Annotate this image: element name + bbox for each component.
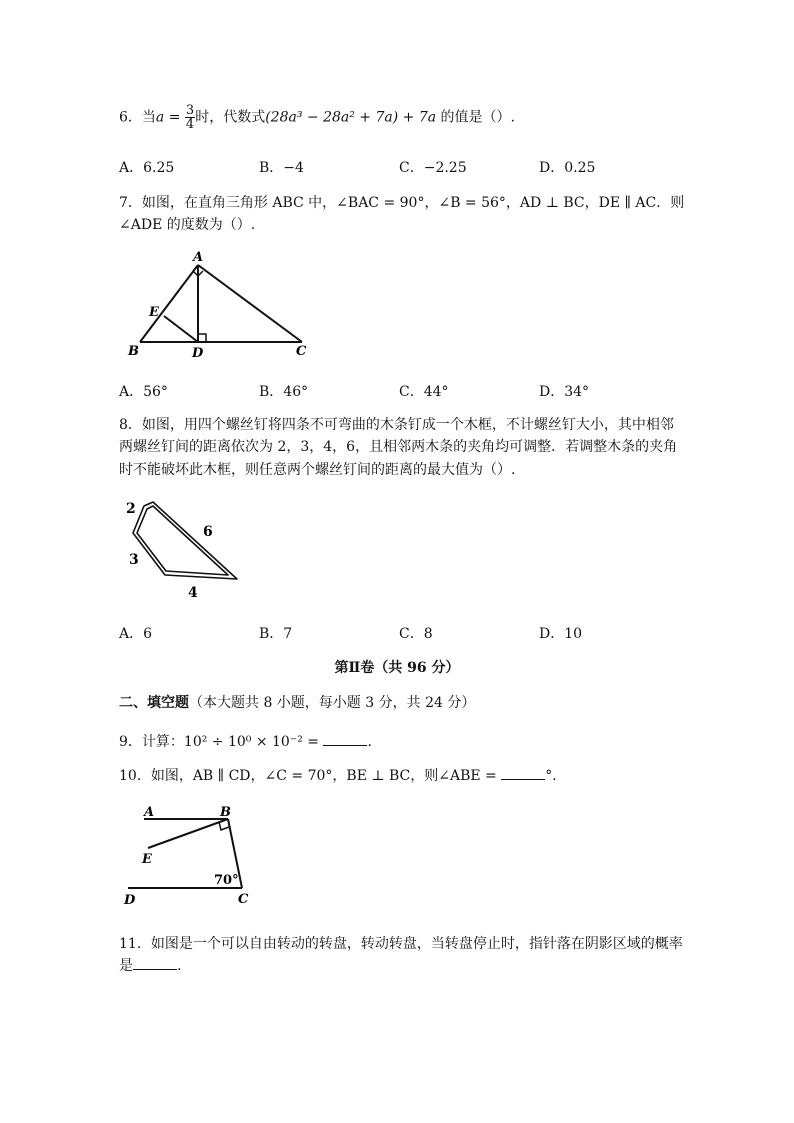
q6-text: [119, 104, 515, 131]
q8-line1: 8．如图，用四个螺丝钉将四条不可弯曲的木条钉成一个木框，不计螺丝钉大小，其中相邻: [119, 417, 674, 433]
q6-prefix: 6．当: [119, 109, 156, 126]
section2-heading-rest: （本大题共 8 小题，每小题 3 分，共 24 分）: [189, 695, 476, 711]
q7-label-D: D: [192, 346, 204, 360]
q6-equals: =: [164, 109, 185, 126]
q6-frac-num: 3: [185, 103, 195, 118]
q6-option-d: D．0.25: [539, 160, 596, 176]
q9-prefix: 9．计算：10² ÷ 10⁰ × 10⁻² =: [119, 734, 324, 750]
q6-var-a: a: [155, 109, 165, 126]
q10-label-B: B: [220, 805, 231, 820]
q8-label-3: 3: [129, 552, 139, 568]
q7-label-C: C: [296, 344, 307, 359]
q7-option-a: A．56°: [119, 384, 168, 400]
q6-option-c: C．−2.25: [399, 160, 467, 176]
q6-option-b: B．−4: [259, 160, 304, 176]
q11-line2: [119, 955, 181, 975]
q10-prefix: 10．如图，AB ∥ CD，∠C = 70°，BE ⊥ BC，则∠ABE =: [119, 768, 502, 784]
section2-heading: [119, 692, 475, 712]
q7-line1: 7．如图，在直角三角形 ABC 中，∠BAC = 90°，∠B = 56°，AD ⊥ BC，DE ∥ AC．则: [119, 195, 685, 211]
q10-text: [119, 765, 566, 785]
q6-frac-den: 4: [185, 117, 195, 132]
q8-option-b: B．7: [259, 626, 293, 642]
q10-label-E: E: [142, 852, 152, 867]
q11-prefix: 是: [119, 958, 133, 974]
section2-heading-bold: 二、填空题: [119, 695, 189, 711]
q8-option-d: D．10: [539, 626, 583, 642]
q6-option-a: A．6.25: [119, 160, 175, 176]
q6-fraction: [185, 104, 195, 131]
q7-line2: ∠ADE 的度数为（）.: [119, 217, 256, 233]
q11-suffix: .: [177, 958, 182, 974]
q7-option-d: D．34°: [539, 384, 590, 400]
q8-frame-figure: [120, 493, 250, 605]
q8-label-6: 6: [203, 524, 213, 540]
q10-suffix: °．: [545, 768, 567, 784]
q10-label-C: C: [238, 892, 249, 906]
section2-title: 第Ⅱ卷（共 96 分）: [334, 660, 460, 676]
q10-figure: [120, 802, 260, 906]
q8-option-a: A．6: [119, 626, 153, 642]
q9-suffix: .: [367, 734, 372, 750]
q6-mid: 时，代数式: [195, 109, 266, 126]
q10-label-angle: 70°: [214, 873, 239, 888]
q10-answer-blank: [501, 778, 545, 780]
q8-option-c: C．8: [399, 626, 433, 642]
q8-line2: 两螺丝钉间的距离依次为 2，3，4，6，且相邻两木条的夹角均可调整．若调整木条的夹角: [119, 439, 678, 455]
q11-line1: 11．如图是一个可以自由转动的转盘，转动转盘，当转盘停止时，指针落在阴影区域的概率: [119, 936, 683, 952]
q9-text: [119, 731, 372, 751]
q8-line3: 时不能破坏此木框，则任意两个螺丝钉间的距离的最大值为（）.: [119, 462, 516, 478]
q6-suffix: 的值是（）.: [436, 109, 515, 126]
q6-expression: (28a³ − 28a² + 7a) + 7a: [265, 109, 437, 126]
q10-label-D: D: [124, 893, 136, 906]
q7-label-B: B: [128, 344, 139, 359]
q7-label-E: E: [149, 305, 159, 320]
q11-answer-blank: [133, 968, 177, 970]
q7-label-A: A: [193, 250, 204, 265]
q8-label-2: 2: [126, 501, 136, 517]
q10-label-A: A: [144, 805, 155, 820]
q7-option-c: C．44°: [399, 384, 449, 400]
q7-option-b: B．46°: [259, 384, 309, 400]
q9-answer-blank: [323, 744, 367, 746]
q8-label-4: 4: [188, 585, 198, 601]
q7-triangle-figure: [120, 248, 320, 360]
